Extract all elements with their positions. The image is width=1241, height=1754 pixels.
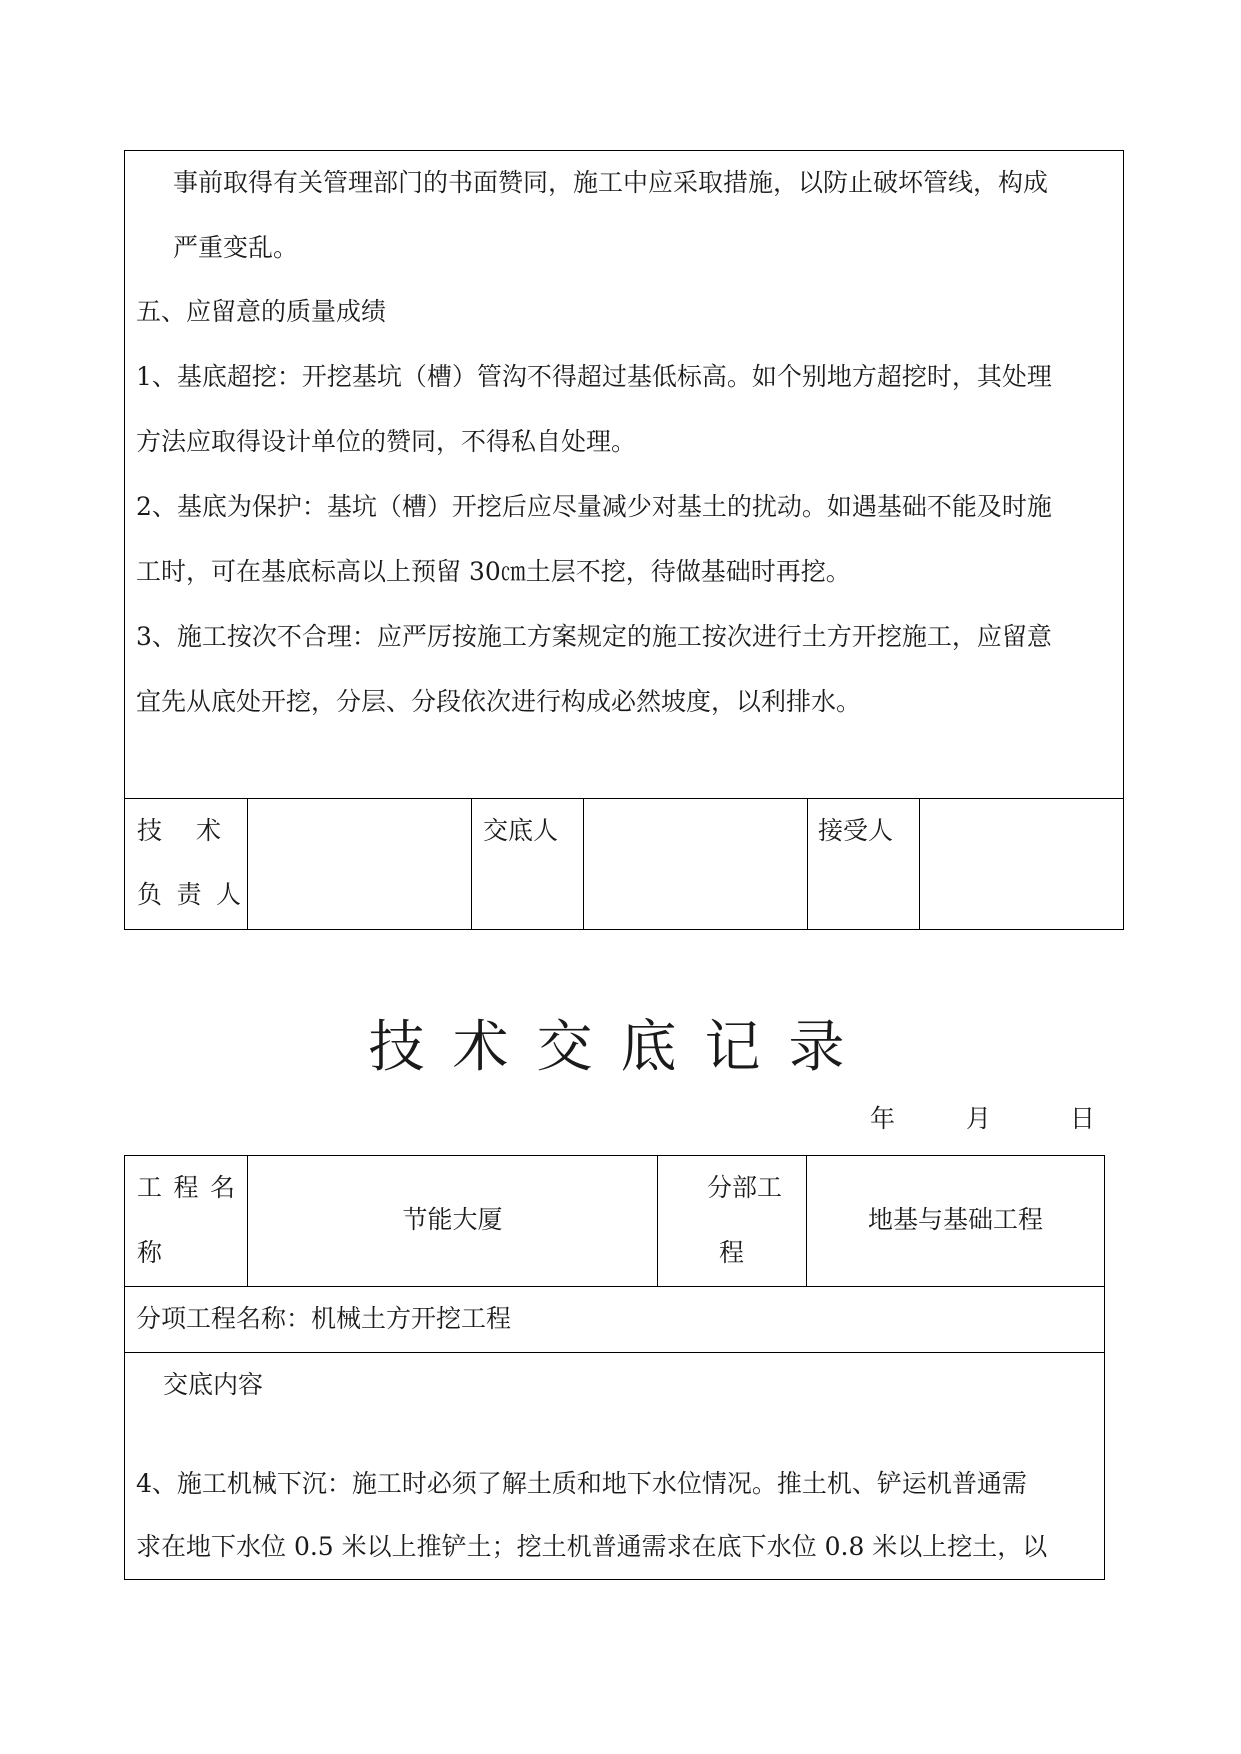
subitem-name: 分项工程名称：机械土方开挖工程 <box>136 1304 512 1333</box>
handover-person-label: 交底人 <box>483 816 559 845</box>
table1-border-right <box>1123 150 1124 930</box>
project-name-value: 节能大厦 <box>402 1205 503 1234</box>
text-line-1: 事前取得有关管理部门的书面赞同，施工中应采取措施，以防止破坏管线，构成 <box>173 168 1049 197</box>
table1-col-divider-2 <box>471 798 472 930</box>
table1-col-divider-1 <box>247 798 248 930</box>
text-line-9: 宜先从底处开挖，分层、分段依次进行构成必然坡度，以利排水。 <box>136 687 862 716</box>
tech-lead-label-line2: 负 责 人 <box>137 880 241 909</box>
date-year: 年 <box>870 1104 896 1133</box>
text-line-5: 方法应取得设计单位的赞同，不得私自处理。 <box>136 427 637 456</box>
division-label-line2: 程 <box>719 1238 745 1267</box>
text-line-2: 严重变乱。 <box>173 233 299 262</box>
table2-border-right <box>1104 1155 1105 1580</box>
table1-border-top <box>124 150 1124 151</box>
table2-border-top <box>124 1155 1105 1156</box>
page-title: 技术交底记录 <box>368 1015 873 1080</box>
text-line-4: 1、基底超挖：开挖基坑（槽）管沟不得超过基低标高。如个别地方超挖时，其处理 <box>136 362 1052 391</box>
table2-border-bottom <box>124 1579 1105 1580</box>
receiver-label: 接受人 <box>818 816 894 845</box>
text-line-6: 2、基底为保护：基坑（槽）开挖后应尽量减少对基土的扰动。如遇基础不能及时施 <box>136 492 1052 521</box>
section-heading-5: 五、应留意的质量成绩 <box>136 297 387 326</box>
text-line-8: 3、施工按次不合理：应严厉按施工方案规定的施工按次进行土方开挖施工，应留意 <box>136 622 1052 651</box>
table1-sign-row-divider <box>124 798 1124 799</box>
table1-border-left <box>124 150 125 930</box>
table2-row-divider-1 <box>124 1286 1105 1287</box>
table1-border-bottom <box>124 929 1124 930</box>
content-label: 交底内容 <box>163 1370 264 1399</box>
table2-row-divider-2 <box>124 1352 1105 1353</box>
table1-col-divider-5 <box>919 798 920 930</box>
project-name-label-line1: 工 程 名 <box>137 1173 235 1202</box>
table2-border-left <box>124 1155 125 1580</box>
date-day: 日 <box>1070 1104 1096 1133</box>
content-line-1: 4、施工机械下沉：施工时必须了解土质和地下水位情况。推土机、铲运机普通需 <box>136 1469 1027 1498</box>
tech-lead-label-line1: 技 术 <box>137 816 221 845</box>
division-label-line1: 分部工 <box>707 1173 783 1202</box>
date-month: 月 <box>966 1104 992 1133</box>
text-line-7: 工时，可在基底标高以上预留 30㎝土层不挖，待做基础时再挖。 <box>136 557 851 586</box>
division-value: 地基与基础工程 <box>867 1205 1043 1234</box>
table2-col-divider-2 <box>657 1155 658 1287</box>
project-name-label-line2: 称 <box>137 1238 163 1267</box>
table1-col-divider-4 <box>807 798 808 930</box>
table1-col-divider-3 <box>583 798 584 930</box>
content-line-2: 求在地下水位 0.5 米以上推铲土；挖土机普通需求在底下水位 0.8 米以上挖土，以 <box>136 1532 1048 1561</box>
